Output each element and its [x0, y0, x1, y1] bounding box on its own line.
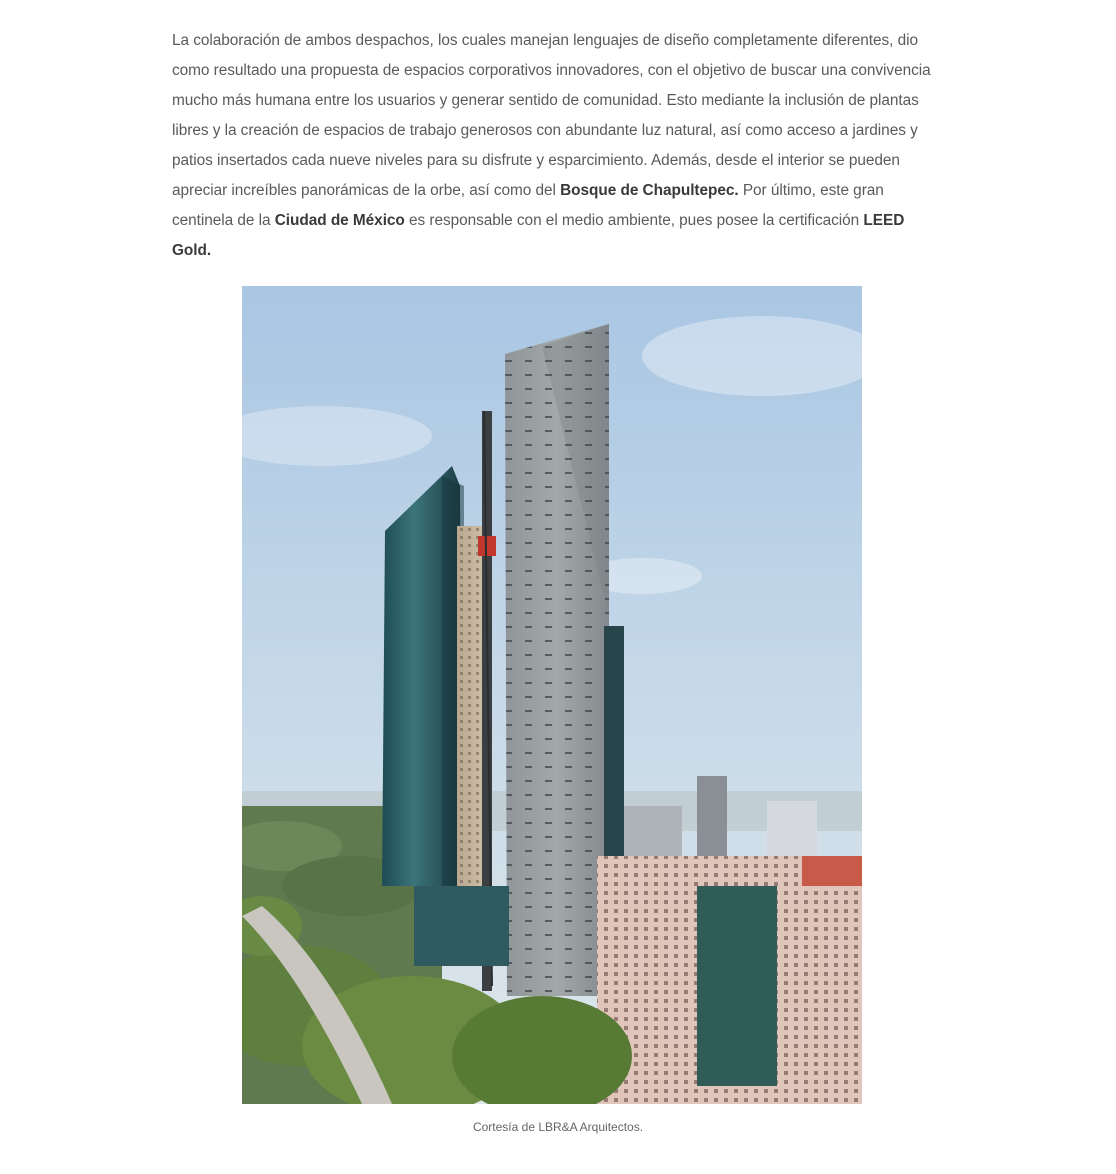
paragraph-text: es responsable con el medio ambiente, pues posee la certificación: [404, 212, 864, 229]
bold-text-leed-gold: LEED Gold.: [172, 212, 905, 259]
skyscraper-photo: [242, 286, 862, 1104]
bold-text-bosque-de-chapultepec: Bosque de Chapultepec.: [560, 182, 739, 199]
paragraph-text: La colaboración de ambos despachos, los cuales manejan lenguajes de diseño completamente diferentes, dio como resultado una propuesta de espacios corporativos innovadores, con el objetivo de buscar una convivencia mucho más humana entre los usuarios y generar sentido de comunidad. Esto mediante la inclusión de plantas libres y la creación de espacios de trabajo generosos con abundante luz natural, así como acceso a jardines y patios insertados cada nueve niveles para su disfrute y esparcimiento. Además, desde el interior se pueden apreciar increíbles panorámicas de la orbe, así como del: [172, 32, 931, 199]
paragraph-text: Por último, este gran centinela de la: [172, 182, 884, 229]
article-image: [242, 286, 862, 1104]
article-paragraph: [172, 26, 942, 266]
bold-text-ciudad-de-mexico: Ciudad de México: [274, 212, 405, 229]
image-caption: Cortesía de LBR&A Arquitectos.: [472, 1120, 644, 1134]
